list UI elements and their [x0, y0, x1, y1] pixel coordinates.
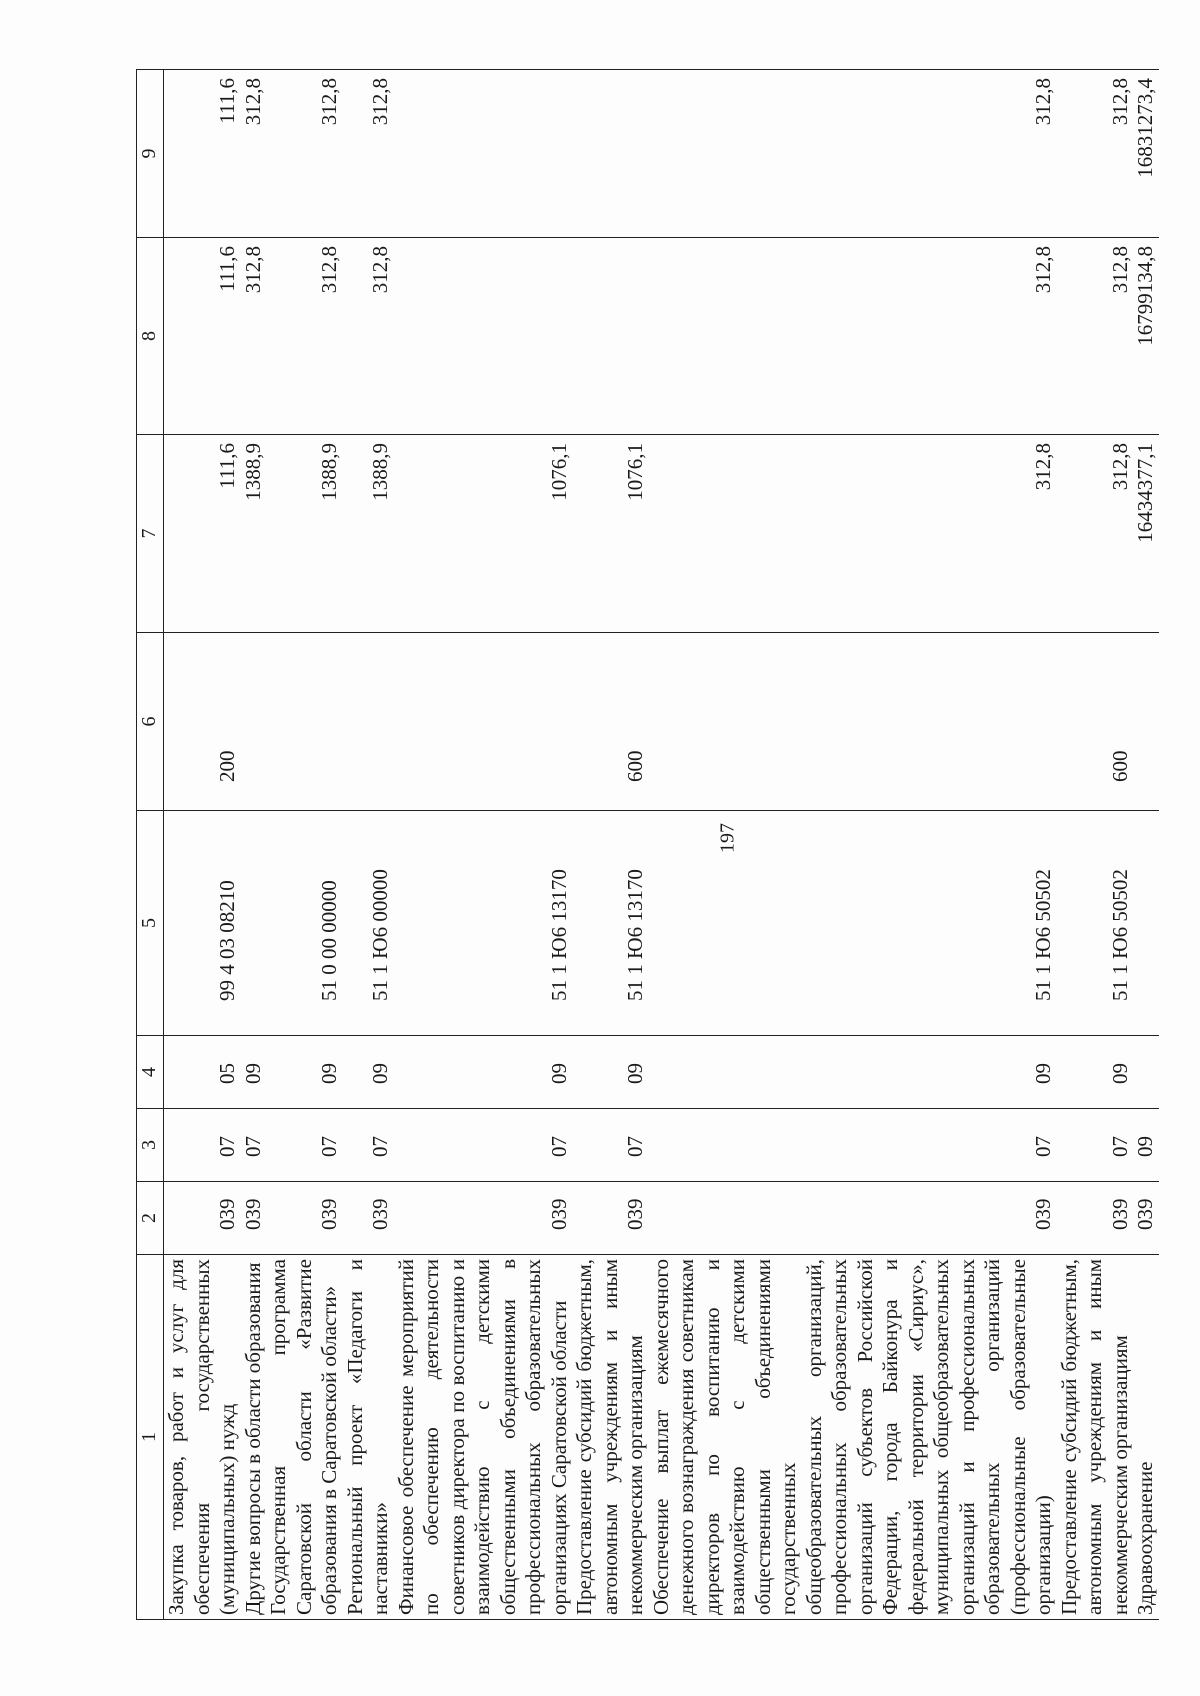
header-col-3: 3 [137, 1109, 164, 1182]
header-col-2: 2 [137, 1182, 164, 1255]
row-section-code: 07 [394, 1109, 573, 1182]
header-col-6: 6 [137, 633, 164, 811]
header-col-9: 9 [137, 70, 164, 238]
row-section-code: 07 [572, 1109, 649, 1182]
row-expense-type [394, 633, 573, 811]
row-grbs-code: 039 [394, 1182, 573, 1255]
row-name-text: Обеспечение выплат ежемесячного денежного вознаграждения советникам директоров по воспитанию и взаимодействию с детскими общественными объединениями государственных общеобразовательных организаций, профессиональных образовательных организаций субъектов Российской Федерации, города Байконура и федеральной территории «Сириус», муниципальных общеобразовательных организаций и профессиональных образовательных организаций (профессиональные образовательные организации) [648, 1259, 1055, 1615]
row-amount-col9: 312,8 [1057, 70, 1134, 238]
row-amount-col7: 1388,9 [343, 435, 394, 633]
row-expense-type [266, 633, 343, 811]
row-grbs-code: 039 [649, 1182, 1057, 1255]
row-amount-col8: 312,8 [649, 238, 1057, 435]
row-name-text: Финансовое обеспечение мероприятий по обеспечению деятельности советников директора по воспитанию и взаимодействию с детскими общественными объединениями в профессиональных образовательных организациях Саратовской области [393, 1259, 571, 1615]
header-col-4: 4 [137, 1036, 164, 1109]
row-name [343, 1255, 394, 1620]
header-row [137, 70, 164, 1620]
row-grbs-code: 039 [572, 1182, 649, 1255]
row-amount-col7: 1076,1 [394, 435, 573, 633]
row-amount-col7: 1388,9 [241, 435, 267, 633]
row-target-article: 51 1 Ю6 13170 [394, 811, 573, 1036]
row-expense-type [241, 633, 267, 811]
row-name-text: Предоставление субсидий бюджетным, автономным учреждениям и иным некоммерческим организациям [1056, 1259, 1132, 1615]
row-grbs-code: 039 [266, 1182, 343, 1255]
header-col-5: 5 [137, 811, 164, 1036]
row-target-article: 51 1 Ю6 50502 [1057, 811, 1134, 1036]
row-grbs-code: 039 [1133, 1182, 1159, 1255]
row-subsection-code: 09 [241, 1036, 267, 1109]
row-section-code: 07 [266, 1109, 343, 1182]
row-section-code: 07 [164, 1109, 241, 1182]
row-subsection-code: 09 [266, 1036, 343, 1109]
rotated-page [136, 70, 1157, 1620]
table-row [649, 70, 1057, 1620]
row-subsection-code: 09 [343, 1036, 394, 1109]
row-amount-col7: 1388,9 [266, 435, 343, 633]
row-amount-col8: 312,8 [1057, 238, 1134, 435]
row-expense-type [343, 633, 394, 811]
table-row [343, 70, 394, 1620]
row-target-article: 99 4 03 08210 [164, 811, 241, 1036]
header-col-7: 7 [137, 435, 164, 633]
row-amount-col8: 111,6 [164, 238, 241, 435]
table-row [1133, 70, 1159, 1620]
row-name [164, 1255, 241, 1620]
row-expense-type [649, 633, 1057, 811]
row-amount-col8: 16799134,8 [1133, 238, 1159, 435]
row-expense-type: 600 [1057, 633, 1134, 811]
row-subsection-code: 05 [164, 1036, 241, 1109]
table-body [164, 70, 1159, 1620]
table-row [572, 70, 649, 1620]
row-amount-col8: 312,8 [266, 238, 343, 435]
row-name [1133, 1255, 1159, 1620]
row-amount-col7: 312,8 [1057, 435, 1134, 633]
row-expense-type: 600 [572, 633, 649, 811]
header-col-8: 8 [137, 238, 164, 435]
row-amount-col9: 111,6 [164, 70, 241, 238]
row-section-code: 07 [1057, 1109, 1134, 1182]
row-amount-col9 [394, 70, 573, 238]
row-name-text: Региональный проект «Педагоги и наставники» [342, 1259, 392, 1615]
row-name [266, 1255, 343, 1620]
row-name-text: Здравоохранение [1133, 1461, 1157, 1615]
row-subsection-code: 09 [649, 1036, 1057, 1109]
row-amount-col7: 312,8 [649, 435, 1057, 633]
table-row [1057, 70, 1134, 1620]
row-subsection-code: 09 [394, 1036, 573, 1109]
row-amount-col8 [572, 238, 649, 435]
row-amount-col8: 312,8 [241, 238, 267, 435]
row-target-article: 51 0 00 00000 [266, 811, 343, 1036]
budget-table [136, 69, 1159, 1620]
row-amount-col9: 312,8 [241, 70, 267, 238]
row-target-article [1133, 811, 1159, 1036]
row-amount-col9: 16831273,4 [1133, 70, 1159, 238]
row-section-code: 07 [649, 1109, 1057, 1182]
row-amount-col9: 312,8 [266, 70, 343, 238]
row-expense-type [1133, 633, 1159, 811]
row-target-article: 51 1 Ю6 00000 [343, 811, 394, 1036]
row-amount-col7: 1076,1 [572, 435, 649, 633]
row-grbs-code: 039 [343, 1182, 394, 1255]
row-name-text: Закупка товаров, работ и услуг для обеспечения государственных (муниципальных) нужд [164, 1259, 239, 1615]
row-subsection-code: 09 [572, 1036, 649, 1109]
table-row [394, 70, 573, 1620]
row-amount-col8 [394, 238, 573, 435]
row-name [1057, 1255, 1134, 1620]
row-name [649, 1255, 1057, 1620]
table-row [164, 70, 241, 1620]
row-name [572, 1255, 649, 1620]
row-name-text: Предоставление субсидий бюджетным, автономным учреждениям и иным некоммерческим организациям [572, 1259, 647, 1615]
page-number: 197 [716, 823, 739, 853]
row-subsection-code: 09 [1057, 1036, 1134, 1109]
table-row [241, 70, 267, 1620]
row-name [241, 1255, 267, 1620]
row-section-code: 07 [343, 1109, 394, 1182]
row-amount-col7: 111,6 [164, 435, 241, 633]
row-grbs-code: 039 [241, 1182, 267, 1255]
row-target-article: 51 1 Ю6 13170 [572, 811, 649, 1036]
row-name-text: Государственная программа Саратовской области «Развитие образования в Саратовской области» [266, 1259, 341, 1615]
row-amount-col8: 312,8 [343, 238, 394, 435]
row-section-code: 07 [241, 1109, 267, 1182]
row-expense-type: 200 [164, 633, 241, 811]
row-name-text: Другие вопросы в области образования [240, 1262, 265, 1615]
row-grbs-code: 039 [1057, 1182, 1134, 1255]
row-section-code: 09 [1133, 1109, 1159, 1182]
row-target-article [241, 811, 267, 1036]
row-name [394, 1255, 573, 1620]
header-col-1: 1 [137, 1255, 164, 1620]
row-grbs-code: 039 [164, 1182, 241, 1255]
table-row [266, 70, 343, 1620]
row-amount-col9: 312,8 [343, 70, 394, 238]
row-amount-col7: 16434377,1 [1133, 435, 1159, 633]
row-amount-col9 [572, 70, 649, 238]
row-target-article: 51 1 Ю6 50502 [649, 811, 1057, 1036]
row-subsection-code [1133, 1036, 1159, 1109]
row-amount-col9: 312,8 [649, 70, 1057, 238]
